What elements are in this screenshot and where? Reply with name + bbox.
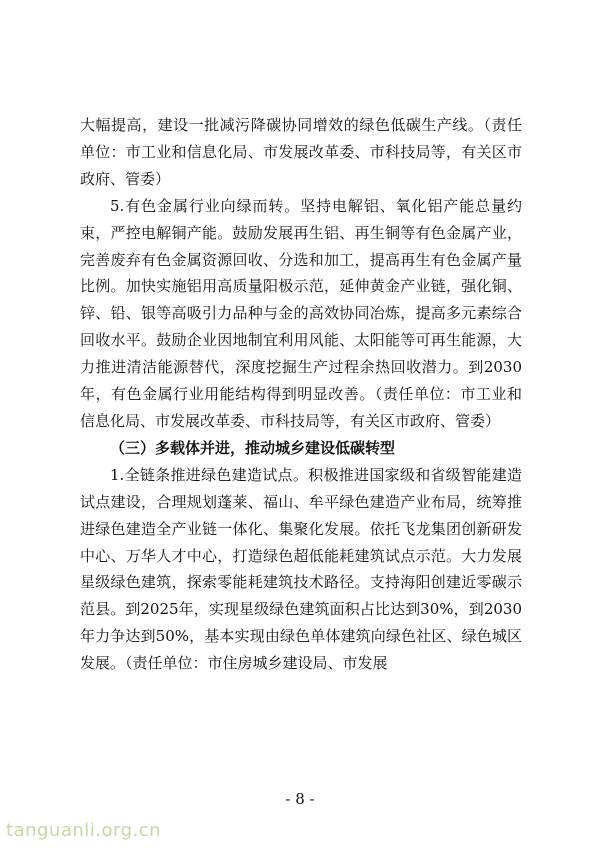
body-text — [80, 112, 522, 677]
page-number: - 8 - — [285, 790, 315, 808]
section-heading-3: （三）多载体并进，推动城乡建设低碳转型 — [110, 438, 396, 457]
paragraph-continuation: 大幅提高，建设一批减污降碳协同增效的绿色低碳生产线。（责任单位：市工业和信息化局、市发展改革委、市科技局等，有关区市政府、管委） — [80, 116, 522, 188]
paragraph-item-5: 5.有色金属行业向绿而转。坚持电解铝、氧化铝产能总量约束，严控电解铜产能。鼓励发展再生铝、再生铜等有色金属产业，完善废弃有色金属资源回收、分选和加工，提高再生有色金属产量比例。加快实施铝用高质量阳极示范，延伸黄金产业链，强化铜、锌、铅、银等高吸引力品种与金的高效协同冶炼，提高多元素综合回收水平。鼓励企业因地制宜利用风能、太阳能等可再生能源，大力推进清洁能源替代，深度挖掘生产过程余热回收潜力。到2030年，有色金属行业用能结构得到明显改善。（责任单位：市工业和信息化局、市发展改革委、市科技局等，有关区市政府、管委） — [80, 196, 522, 430]
watermark-text: tanguanli.org.cn — [6, 820, 162, 841]
paragraph-item-1: 1.全链条推进绿色建造试点。积极推进国家级和省级智能建造试点建设，合理规划蓬莱、福山、牟平绿色建造产业布局，统筹推进绿色建造全产业链一体化、集聚化发展。依托飞龙集团创新研发中心、万华人才中心，打造绿色超低能耗建筑试点示范。大力发展星级绿色建筑，探索零能耗建筑技术路径。支持海阳创建近零碳示范县。到2025年，实现星级绿色建筑面积占比达到30%，到2030年力争达到50%，基本实现由绿色单体建筑向绿色社区、绿色城区发展。（责任单位：市住房城乡建设局、市发展 — [80, 465, 522, 673]
